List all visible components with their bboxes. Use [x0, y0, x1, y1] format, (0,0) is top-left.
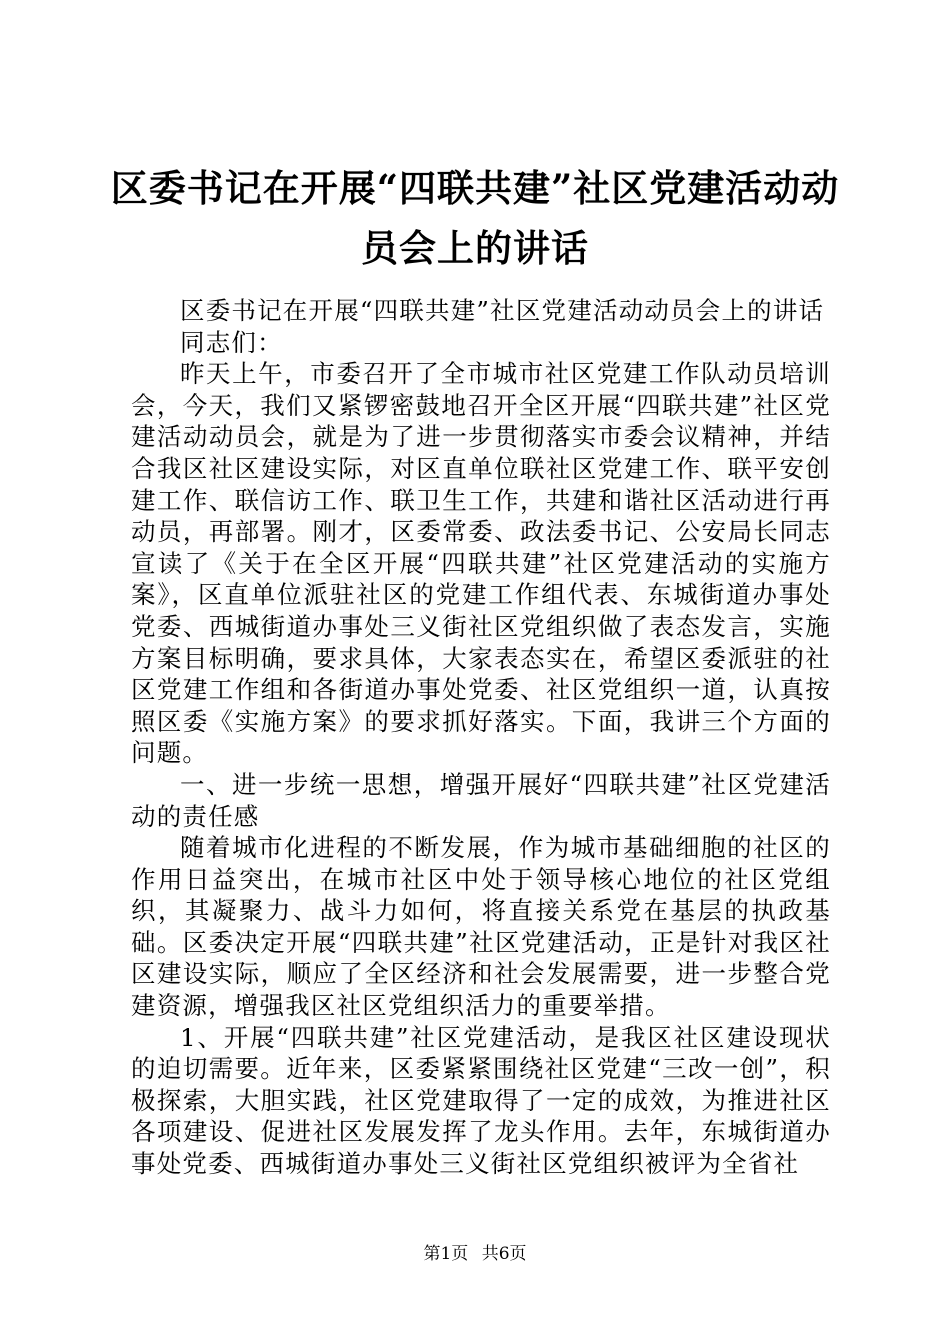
document-title-line-1: 区委书记在开展“四联共建”社区党建活动动 — [110, 166, 840, 210]
paragraph-section-1: 随着城市化进程的不断发展，作为城市基础细胞的社区的作用日益突出，在城市社区中处于领导核心地位的社区党组织，其凝聚力、战斗力如何，将直接关系党在基层的执政基础。区委决定开展“四联共建”社区党建活动，正是针对我区社区建设实际，顺应了全区经济和社会发展需要，进一步整合党建资源，增强我区社区党组织活力的重要举措。 — [131, 833, 831, 1021]
paragraph-point-1: 1、开展“四联共建”社区党建活动，是我区社区建设现状的迫切需要。近年来，区委紧紧围绕社区党建“三改一创”，积极探索，大胆实践，社区党建取得了一定的成效，为推进社区各项建设、促进社区发展发挥了龙头作用。去年，东城街道办事处党委、西城街道办事处三义街社区党组织被评为全省社 — [131, 1022, 831, 1179]
page-number: 第1页 — [423, 1244, 469, 1264]
page-footer — [0, 1243, 950, 1265]
paragraph-intro: 昨天上午，市委召开了全市城市社区党建工作队动员培训会，今天，我们又紧锣密鼓地召开全区开展“四联共建”社区党建活动动员会，就是为了进一步贯彻落实市委会议精神，并结合我区社区建设实际，对区直单位联社区党建工作、联平安创建工作、联信访工作、联卫生工作，共建和谐社区活动进行再动员，再部署。刚才，区委常委、政法委书记、公安局长同志宣读了《关于在全区开展“四联共建”社区党建活动的实施方案》，区直单位派驻社区的党建工作组代表、东城街道办事处党委、西城街道办事处三义街社区党组织做了表态发言，实施方案目标明确，要求具体，大家表态实在，希望区委派驻的社区党建工作组和各街道办事处党委、社区党组织一道，认真按照区委《实施方案》的要求抓好落实。下面，我讲三个方面的问题。 — [131, 359, 831, 768]
document-body — [131, 295, 831, 1180]
paragraph-heading-repeat: 区委书记在开展“四联共建”社区党建活动动员会上的讲话 — [180, 296, 825, 325]
document-title-line-2: 员会上的讲话 — [361, 226, 589, 270]
paragraph-salutation: 同志们： — [180, 327, 283, 357]
document-title — [110, 158, 840, 278]
page-total: 共6页 — [481, 1244, 527, 1264]
section-heading-1: 一、进一步统一思想，增强开展好“四联共建”社区党建活动的责任感 — [131, 769, 831, 831]
